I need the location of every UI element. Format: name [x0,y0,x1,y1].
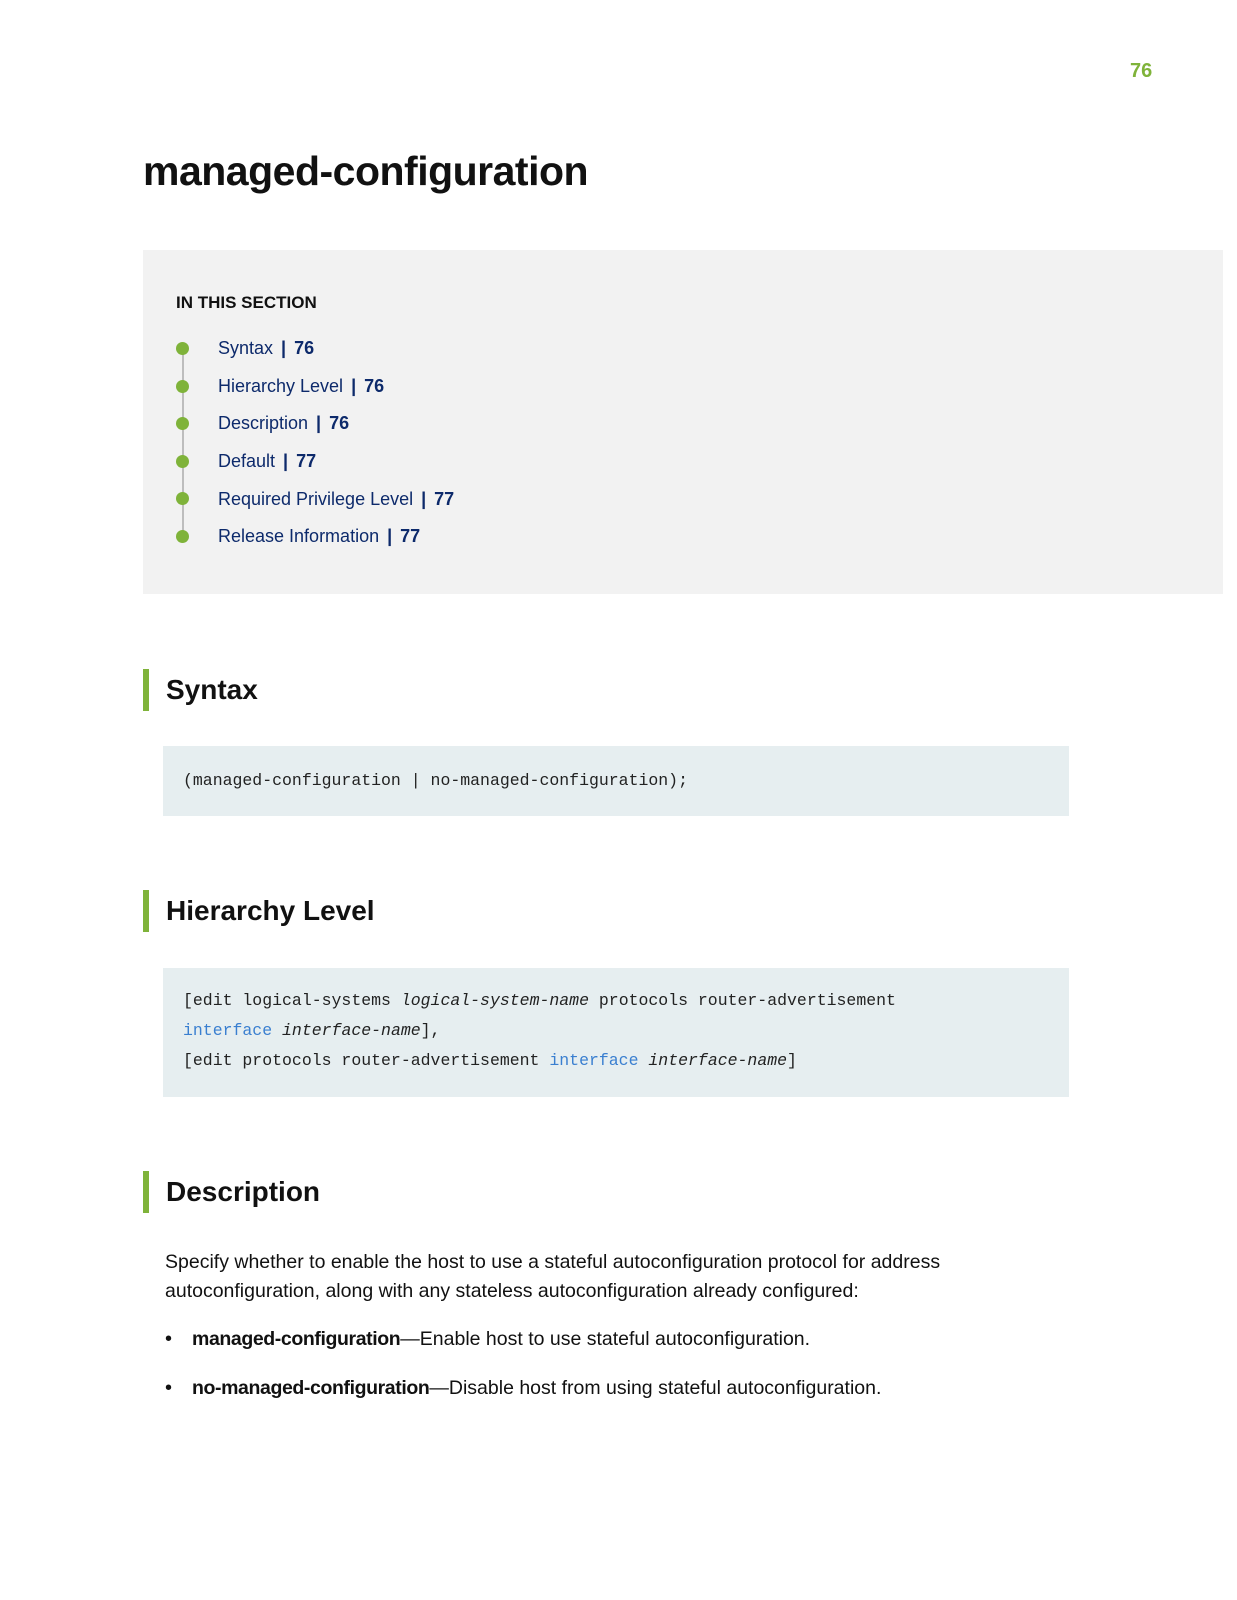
code-line: (managed-configuration | no-managed-configuration); [183,771,688,790]
toc-link-release-information[interactable]: Release Information [218,526,380,547]
toc-item[interactable] [176,411,454,449]
toc-separator: | [283,451,289,472]
bullet-dot-icon [176,342,189,355]
toc-page-number[interactable]: 77 [434,488,455,509]
bullet-dot-icon [176,530,189,543]
toc-separator: | [351,375,357,396]
toc-separator: | [387,526,393,547]
option-description: —Enable host to use stateful autoconfiguration. [400,1328,811,1350]
code-text: [edit protocols router-advertisement [183,1051,550,1070]
toc-page-number[interactable]: 77 [296,451,317,472]
code-text [639,1051,649,1070]
toc-link-default[interactable]: Default [218,451,276,472]
toc-list [176,336,454,562]
code-line [183,1046,1049,1076]
toc-separator: | [281,338,287,359]
code-text: [edit logical-systems [183,991,401,1010]
option-description: —Disable host from using stateful autoconfiguration. [429,1377,882,1399]
bullet-icon: • [165,1377,173,1399]
toc-link-syntax[interactable]: Syntax [218,338,274,359]
toc-item[interactable] [176,486,454,524]
toc-heading: IN THIS SECTION [176,293,317,312]
code-text: ], [420,1021,441,1040]
syntax-code-block [163,746,1069,816]
toc-page-number[interactable]: 76 [294,338,315,359]
toc-page-number[interactable]: 76 [364,375,385,396]
toc-item[interactable] [176,524,454,562]
option-term: managed-configuration [192,1328,401,1350]
toc-link-required-privilege-level[interactable]: Required Privilege Level [218,488,414,509]
code-line [183,986,1049,1016]
code-text [272,1021,282,1040]
code-variable: interface-name [282,1021,421,1040]
code-keyword-link[interactable]: interface [549,1051,639,1070]
bullet-dot-icon [176,417,189,430]
toc-link-hierarchy-level[interactable]: Hierarchy Level [218,375,344,396]
bullet-dot-icon [176,455,189,468]
toc-page-number[interactable]: 76 [329,413,350,434]
page-title: managed-configuration [143,148,589,194]
toc-link-description[interactable]: Description [218,413,309,434]
code-variable: interface-name [648,1051,788,1070]
toc-item[interactable] [176,449,454,487]
bullet-icon: • [165,1328,173,1350]
syntax-heading: Syntax [143,669,258,711]
page-number: 76 [1130,60,1153,82]
code-line [183,1016,1049,1046]
toc-item[interactable] [176,374,454,412]
bullet-dot-icon [176,380,189,393]
in-this-section-box [143,250,1223,594]
toc-separator: | [421,488,427,509]
code-text: ] [787,1051,797,1070]
option-term: no-managed-configuration [192,1377,430,1399]
list-item [165,1328,810,1351]
code-keyword-link[interactable]: interface [183,1021,273,1040]
toc-page-number[interactable]: 77 [400,526,421,547]
description-heading: Description [143,1171,320,1213]
toc-item[interactable] [176,336,454,374]
code-variable: logical-system-name [400,991,589,1010]
toc-separator: | [316,413,322,434]
code-text: protocols router-advertisement [588,991,896,1010]
hierarchy-level-heading: Hierarchy Level [143,890,375,932]
hierarchy-code-block [163,968,1069,1097]
bullet-dot-icon [176,492,189,505]
description-paragraph: Specify whether to enable the host to use a stateful autoconfiguration protocol for address autoconfiguration, along with any stateless autoconfiguration already configured: [165,1251,941,1302]
list-item [165,1377,881,1400]
